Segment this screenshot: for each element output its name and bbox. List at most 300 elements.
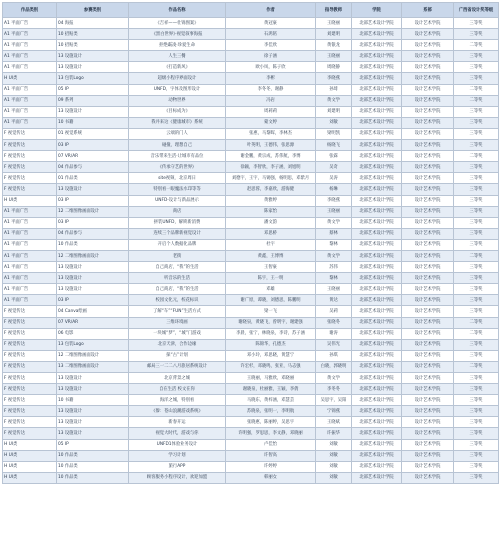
cell-work-title: 旅行APP [129, 461, 226, 472]
cell-entry-type: 13 设施设计 [57, 406, 129, 417]
cell-award-level: 三等奖 [454, 117, 499, 128]
cell-author: 蒙文婷 [226, 117, 316, 128]
cell-work-title: 老街 [129, 250, 226, 261]
cell-author: 张晓惠，陈丽婷，吴思宇 [226, 417, 316, 428]
cell-department: 设计艺术学院 [402, 317, 454, 328]
header-work-title: 作品名称 [129, 3, 226, 18]
cell-school: 北部艺术设计学院 [352, 151, 402, 162]
cell-award-level: 三等奖 [454, 273, 499, 284]
cell-work-title: 邮局三一二二八月旅居系统设计 [129, 361, 226, 372]
table-row [3, 461, 499, 472]
cell-school: 北部艺术设计学院 [352, 417, 402, 428]
table-row [3, 106, 499, 117]
cell-entry-type: 13 设施设计 [57, 106, 129, 117]
cell-author: 徐颖，李智欣，李子涵，刘旭明 [226, 162, 316, 173]
cell-work-title: UNFD，字体及图形设计 [129, 84, 226, 95]
cell-advisor: 刘敏 [316, 450, 352, 461]
cell-advisor: 吴莉 [316, 306, 352, 317]
cell-school: 北部艺术设计学院 [352, 73, 402, 84]
cell-award-level: 二等奖 [454, 250, 499, 261]
cell-advisor: 孙琦 [316, 84, 352, 95]
cell-work-title: 《傣：苍山浪潮游戏系统》 [129, 406, 226, 417]
table-row [3, 95, 499, 106]
cell-author: 许婷婷 [226, 461, 316, 472]
cell-advisor: 王晓丽 [316, 284, 352, 295]
table-row [3, 184, 499, 195]
cell-author: 许宏杉，邓晓鸣，张亚，马志强 [226, 361, 316, 372]
cell-work-title: 新春开运 [129, 417, 226, 428]
cell-school: 北部艺术设计学院 [352, 295, 402, 306]
cell-award-level: 三等奖 [454, 306, 499, 317]
header-category: 作品类别 [3, 3, 57, 18]
cell-author: 李晨，张宁，林晓泉，李诗，苏子涵 [226, 328, 316, 339]
cell-advisor: 吴涛 [316, 173, 352, 184]
table-row [3, 439, 499, 450]
cell-author: 李冬冬，谢静 [226, 84, 316, 95]
cell-award-level: 三等奖 [454, 162, 499, 173]
cell-category: A1 平面广告 [3, 62, 57, 73]
cell-department: 设计艺术学院 [402, 51, 454, 62]
cell-work-title: 海洋之城，特别看 [129, 395, 226, 406]
cell-award-level: 三等奖 [454, 195, 499, 206]
cell-school: 北部艺术设计学院 [352, 117, 402, 128]
cell-school: 北部艺术设计学院 [352, 339, 402, 350]
cell-entry-type: 03 IP [57, 217, 129, 228]
cell-award-level: 三等奖 [454, 184, 499, 195]
cell-work-title: 自己商店，“我”的生活 [129, 262, 226, 273]
cell-school: 北部艺术设计学院 [352, 162, 402, 173]
cell-author: 谢晓泉，杜丽雅，王颖，李倩 [226, 384, 316, 395]
cell-category: A1 平面广告 [3, 51, 57, 62]
cell-department: 设计艺术学院 [402, 184, 454, 195]
cell-category: F 视觉传达 [3, 128, 57, 139]
table-row [3, 295, 499, 306]
cell-category: A1 平面广告 [3, 273, 57, 284]
cell-advisor: 张霖 [316, 151, 352, 162]
cell-entry-type: 12 二维图像画面设计 [57, 350, 129, 361]
cell-school: 北部艺术设计学院 [352, 273, 402, 284]
cell-entry-type: 07 VR/AR [57, 151, 129, 162]
cell-advisor: 周晓静 [316, 62, 352, 73]
cell-award-level: 三等奖 [454, 450, 499, 461]
table-row [3, 228, 499, 239]
cell-school: 北部艺术设计学院 [352, 361, 402, 372]
cell-category: F 视觉传达 [3, 140, 57, 151]
cell-work-title: 人生三餐 [129, 51, 226, 62]
cell-category: A1 平面广告 [3, 295, 57, 306]
table-row [3, 328, 499, 339]
table-row [3, 217, 499, 228]
cell-department: 设计艺术学院 [402, 406, 454, 417]
cell-department: 设计艺术学院 [402, 428, 454, 439]
table-row [3, 262, 499, 273]
cell-advisor: 吴伟光 [316, 339, 352, 350]
cell-category: A1 平面广告 [3, 29, 57, 40]
cell-award-level: 三等奖 [454, 262, 499, 273]
cell-category: H UI类 [3, 461, 57, 472]
cell-department: 设计艺术学院 [402, 195, 454, 206]
cell-work-title: 视觉大时代，游戏与你 [129, 428, 226, 439]
cell-entry-type: 13 设施设计 [57, 428, 129, 439]
table-row [3, 51, 499, 62]
cell-department: 设计艺术学院 [402, 417, 454, 428]
cell-school: 北部艺术设计学院 [352, 18, 402, 29]
cell-category: F 视觉传达 [3, 350, 57, 361]
cell-work-title: 一块城“梦”，“城”门游戏 [129, 328, 226, 339]
cell-department: 设计艺术学院 [402, 239, 454, 250]
cell-award-level: 三等奖 [454, 295, 499, 306]
cell-school: 北部艺术设计学院 [352, 228, 402, 239]
cell-work-title: 《吉祥——壮锦图案》 [129, 18, 226, 29]
cell-author: 叶英明，王德伟，张思源 [226, 140, 316, 151]
cell-award-level: 二等奖 [454, 151, 499, 162]
cell-work-title: 了解“车”“FUN”生活方式 [129, 306, 226, 317]
cell-award-level: 三等奖 [454, 339, 499, 350]
cell-school: 北部艺术设计学院 [352, 217, 402, 228]
cell-work-title: 自己商店，“我”的生活 [129, 284, 226, 295]
cell-school: 北部艺术设计学院 [352, 350, 402, 361]
cell-entry-type: 10 招贴类 [57, 40, 129, 51]
cell-school: 北部艺术设计学院 [352, 140, 402, 151]
cell-school: 北部艺术设计学院 [352, 406, 402, 417]
table-row [3, 273, 499, 284]
cell-advisor: 黎林 [316, 239, 352, 250]
cell-work-title: 《目标成为》 [129, 106, 226, 117]
header-author: 作者 [226, 3, 316, 18]
cell-category: A1 平面广告 [3, 239, 57, 250]
table-row [3, 40, 499, 51]
table-row [3, 406, 499, 417]
cell-work-title: UNFD-设计与新品展示 [129, 195, 226, 206]
cell-department: 设计艺术学院 [402, 350, 454, 361]
cell-author: 许智高 [226, 450, 316, 461]
cell-department: 设计艺术学院 [402, 40, 454, 51]
cell-category: F 视觉传达 [3, 339, 57, 350]
cell-advisor: 黄文学 [316, 217, 352, 228]
cell-work-title: 连续三个品牌新视觉设计 [129, 228, 226, 239]
cell-award-level: 三等奖 [454, 228, 499, 239]
cell-school: 北部艺术设计学院 [352, 439, 402, 450]
table-row [3, 195, 499, 206]
cell-author: 潘文韵 [226, 217, 316, 228]
cell-entry-type: 10 书籍 [57, 117, 129, 128]
table-row [3, 350, 499, 361]
cell-category: H UI类 [3, 73, 57, 84]
cell-award-level: 三等奖 [454, 428, 499, 439]
cell-school: 北部艺术设计学院 [352, 51, 402, 62]
cell-advisor: 李晓燕 [316, 195, 352, 206]
cell-department: 设计艺术学院 [402, 273, 454, 284]
cell-school: 北部艺术设计学院 [352, 62, 402, 73]
cell-category: F 视觉传达 [3, 417, 57, 428]
table-row [3, 472, 499, 483]
table-row [3, 140, 499, 151]
cell-work-title: 校园文化元，校花标识 [129, 295, 226, 306]
cell-category: F 视觉传达 [3, 173, 57, 184]
cell-author: 刘德宇，王宇，马锡强，杨明思，邓紫月 [226, 173, 316, 184]
cell-department: 设计艺术学院 [402, 173, 454, 184]
cell-work-title: 开启个人数据化品牌 [129, 239, 226, 250]
cell-award-level: 三等奖 [454, 128, 499, 139]
cell-department: 设计艺术学院 [402, 29, 454, 40]
cell-work-title: 音乐带来生活·让城市有品位 [129, 151, 226, 162]
cell-department: 设计艺术学院 [402, 472, 454, 483]
cell-award-level: 三等奖 [454, 29, 499, 40]
table-row [3, 62, 499, 73]
cell-entry-type: 03 IP [57, 295, 129, 306]
cell-department: 设计艺术学院 [402, 162, 454, 173]
cell-department: 设计艺术学院 [402, 18, 454, 29]
cell-department: 设计艺术学院 [402, 262, 454, 273]
cell-entry-type: 10 作品类 [57, 450, 129, 461]
cell-author: 陈家怡 [226, 206, 316, 217]
cell-department: 设计艺术学院 [402, 328, 454, 339]
cell-work-title: 探“古”计划 [129, 350, 226, 361]
cell-category: F 视觉传达 [3, 395, 57, 406]
cell-advisor: 吴奇 [316, 162, 352, 173]
cell-author: 赵思蓉，李嘉欣，游海健 [226, 184, 316, 195]
cell-school: 北部艺术设计学院 [352, 40, 402, 51]
cell-department: 设计艺术学院 [402, 206, 454, 217]
cell-author: 徐子涵 [226, 51, 316, 62]
cell-entry-type: 01 视觉系统 [57, 128, 129, 139]
cell-author: 许明强，罗思思，李文静，邓晓丽 [226, 428, 316, 439]
cell-entry-type: 05 IP [57, 439, 129, 450]
cell-category: H UI类 [3, 472, 57, 483]
cell-school: 北部艺术设计学院 [352, 384, 402, 395]
cell-work-title: 顾客服务小程序设计，欢迎加盟 [129, 472, 226, 483]
cell-school: 北部艺术设计学院 [352, 317, 402, 328]
cell-department: 设计艺术学院 [402, 306, 454, 317]
cell-department: 设计艺术学院 [402, 228, 454, 239]
cell-award-level: 三等奖 [454, 373, 499, 384]
cell-category: F 视觉传达 [3, 184, 57, 195]
cell-school: 北部艺术设计学院 [352, 395, 402, 406]
table-row [3, 206, 499, 217]
table-row [3, 417, 499, 428]
table-row [3, 384, 499, 395]
table-row [3, 18, 499, 29]
cell-award-level: 三等奖 [454, 406, 499, 417]
cell-department: 设计艺术学院 [402, 73, 454, 84]
cell-award-level: 三等奖 [454, 239, 499, 250]
cell-category: A1 平面广告 [3, 117, 57, 128]
cell-advisor: 刘敏 [316, 439, 352, 450]
cell-school: 北部艺术设计学院 [352, 306, 402, 317]
table-row [3, 162, 499, 173]
cell-category: H UI类 [3, 450, 57, 461]
cell-award-level: 三等奖 [454, 173, 499, 184]
cell-author: 欧小凤，陈子欣 [226, 62, 316, 73]
cell-author: 邓思桥 [226, 228, 316, 239]
cell-category: A1 平面广告 [3, 95, 57, 106]
table-row [3, 117, 499, 128]
cell-school: 北部艺术设计学院 [352, 173, 402, 184]
cell-school: 北部艺术设计学院 [352, 450, 402, 461]
cell-school: 北部艺术设计学院 [352, 262, 402, 273]
cell-advisor: 梁明凯 [316, 128, 352, 139]
table-row [3, 395, 499, 406]
cell-school: 北部艺术设计学院 [352, 428, 402, 439]
cell-work-title: 《黑白世界》·视觉叙事海报 [129, 29, 226, 40]
cell-school: 北部艺术设计学院 [352, 206, 402, 217]
cell-advisor: 王晓丽 [316, 51, 352, 62]
table-row [3, 151, 499, 162]
table-row [3, 361, 499, 372]
cell-work-title: 超级小程序界面设计 [129, 73, 226, 84]
cell-advisor: 黄达 [316, 295, 352, 306]
cell-department: 设计艺术学院 [402, 140, 454, 151]
cell-entry-type: 05 IP [57, 84, 129, 95]
cell-entry-type: 12 二维图像画面设计 [57, 250, 129, 261]
cell-category: A1 平面广告 [3, 40, 57, 51]
cell-work-title: 云端的门人 [129, 128, 226, 139]
cell-award-level: 三等奖 [454, 217, 499, 228]
cell-author: 陈锦华，孔德杰 [226, 339, 316, 350]
cell-category: F 视觉传达 [3, 328, 57, 339]
cell-category: H UI类 [3, 439, 57, 450]
cell-advisor: 刘建明 [316, 29, 352, 40]
cell-author: 黄雅婷 [226, 195, 316, 206]
table-row [3, 29, 499, 40]
cell-category: H UI类 [3, 195, 57, 206]
cell-advisor: 刘敏 [316, 461, 352, 472]
cell-entry-type: 13 设施设计 [57, 62, 129, 73]
cell-department: 设计艺术学院 [402, 450, 454, 461]
cell-work-title: 学习计划 [129, 450, 226, 461]
cell-category: F 视觉传达 [3, 373, 57, 384]
cell-author: 邓雄 [226, 284, 316, 295]
cell-author: 杜宇 [226, 239, 316, 250]
cell-department: 设计艺术学院 [402, 128, 454, 139]
cell-advisor: 杨琳 [316, 184, 352, 195]
table-row [3, 173, 499, 184]
cell-award-level: 三等奖 [454, 417, 499, 428]
cell-work-title: 北京背景之城 [129, 373, 226, 384]
cell-category: A1 平面广告 [3, 217, 57, 228]
table-row [3, 128, 499, 139]
cell-school: 北部艺术设计学院 [352, 239, 402, 250]
table-row [3, 450, 499, 461]
cell-department: 设计艺术学院 [402, 151, 454, 162]
cell-advisor: 杨晓飞 [316, 140, 352, 151]
cell-award-level: 三等奖 [454, 140, 499, 151]
cell-advisor: 孙琪 [316, 350, 352, 361]
header-advisor: 指导教师 [316, 3, 352, 18]
cell-department: 设计艺术学院 [402, 439, 454, 450]
cell-work-title: UNFD1体验业务设计 [129, 439, 226, 450]
cell-advisor: 苏伟 [316, 262, 352, 273]
cell-award-level: 三等奖 [454, 461, 499, 472]
cell-department: 设计艺术学院 [402, 284, 454, 295]
cell-school: 北部艺术设计学院 [352, 284, 402, 295]
cell-department: 设计艺术学院 [402, 361, 454, 372]
cell-school: 北部艺术设计学院 [352, 184, 402, 195]
cell-entry-type: 06 电影 [57, 328, 129, 339]
cell-award-level: 二等奖 [454, 317, 499, 328]
table-row [3, 339, 499, 350]
cell-work-title: 三维环境画 [129, 317, 226, 328]
cell-advisor: 许振华 [316, 428, 352, 439]
cell-department: 设计艺术学院 [402, 373, 454, 384]
cell-advisor: 王晓丽 [316, 18, 352, 29]
cell-school: 北部艺术设计学院 [352, 128, 402, 139]
cell-award-level: 三等奖 [454, 106, 499, 117]
cell-entry-type: 13 设施设计 [57, 373, 129, 384]
cell-award-level: 二等奖 [454, 328, 499, 339]
cell-advisor: 谢涛 [316, 328, 352, 339]
cell-advisor: 李晓燕 [316, 73, 352, 84]
cell-department: 设计艺术学院 [402, 295, 454, 306]
cell-entry-type: 10 书籍 [57, 395, 129, 406]
cell-author: 张惠，马黎晖，李林杰 [226, 128, 316, 139]
cell-work-title: site视频，北京周日 [129, 173, 226, 184]
cell-author: 韩丽女 [226, 472, 316, 483]
header-department: 系部 [402, 3, 454, 18]
table-row [3, 306, 499, 317]
cell-author: 马晓东，黄梓涵，邓慧芸 [226, 395, 316, 406]
cell-entry-type: 13 设施设计 [57, 184, 129, 195]
cell-advisor: 黎林 [316, 273, 352, 284]
cell-advisor: 白晓，郭晓明 [316, 361, 352, 372]
cell-advisor: 黄文学 [316, 373, 352, 384]
cell-award-level: 三等奖 [454, 439, 499, 450]
cell-category: A1 平面广告 [3, 84, 57, 95]
cell-award-level: 三等奖 [454, 51, 499, 62]
cell-award-level: 三等奖 [454, 18, 499, 29]
cell-advisor: 刘敏 [316, 117, 352, 128]
cell-award-level: 三等奖 [454, 73, 499, 84]
cell-category: F 视觉传达 [3, 428, 57, 439]
cell-entry-type: 10 作品类 [57, 472, 129, 483]
cell-author: 陈宇，王一明 [226, 273, 316, 284]
cell-entry-type: 04 Canva绘画 [57, 306, 129, 317]
cell-award-level: 三等奖 [454, 206, 499, 217]
cell-author: 黄冠豪 [226, 18, 316, 29]
cell-category: A1 平面广告 [3, 106, 57, 117]
cell-department: 设计艺术学院 [402, 384, 454, 395]
cell-entry-type: 13 设施设计 [57, 51, 129, 62]
cell-entry-type: 07 VR/AR [57, 317, 129, 328]
cell-advisor: 黄文学 [316, 95, 352, 106]
table-row [3, 73, 499, 84]
cell-author: 谢金鹏，黄宗成，苏伟航，李博 [226, 151, 316, 162]
cell-award-level: 三等奖 [454, 384, 499, 395]
cell-work-title: 碰撞，理想自己 [129, 140, 226, 151]
cell-entry-type: 10 作品类 [57, 239, 129, 250]
cell-author: 王晓丽，马雅欣，邓晓丽 [226, 373, 316, 384]
cell-author: 李彬 [226, 73, 316, 84]
cell-school: 北部艺术设计学院 [352, 373, 402, 384]
cell-entry-type: 13 设施设计 [57, 262, 129, 273]
cell-category: A1 平面广告 [3, 18, 57, 29]
cell-work-title: 拒绝霸凌·珍爱生命 [129, 40, 226, 51]
cell-category: F 视觉传达 [3, 406, 57, 417]
cell-work-title: 拼装UNFD，解锁新消费 [129, 217, 226, 228]
cell-entry-type: 13 包装Logo [57, 73, 129, 84]
cell-school: 北部艺术设计学院 [352, 328, 402, 339]
table-row [3, 317, 499, 328]
cell-work-title: 《传承守艺的世界》 [129, 162, 226, 173]
cell-school: 北部艺术设计学院 [352, 29, 402, 40]
cell-entry-type: 03 IP [57, 140, 129, 151]
cell-author: 苏晓泉，张明一，李明航 [226, 406, 316, 417]
cell-category: F 视觉传达 [3, 361, 57, 372]
cell-category: A1 平面广告 [3, 250, 57, 261]
cell-entry-type: 04 海报 [57, 18, 129, 29]
cell-school: 北部艺术设计学院 [352, 106, 402, 117]
cell-author: 卢佳怡 [226, 439, 316, 450]
